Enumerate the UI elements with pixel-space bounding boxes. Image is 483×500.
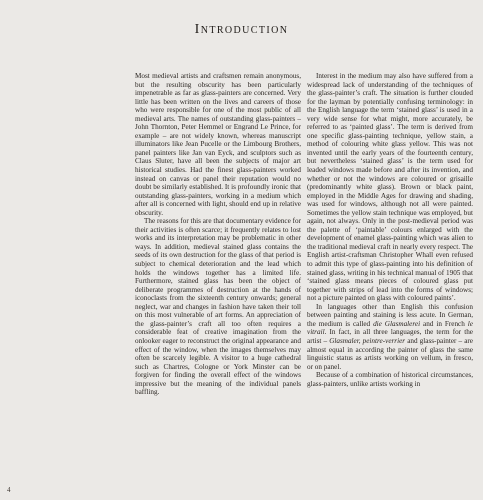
italic-term: die Glasmalerei [373,319,421,328]
page-title: Introduction [194,22,289,37]
page-number: 4 [7,486,11,494]
text-run: and in French [420,319,468,328]
text-run: In languages other than English this confusion between painting and staining is less acute. In German, the medium is called [307,302,473,328]
paragraph: The reasons for this are that documentary evidence for their activities is often scarce; it frequently relates to lost works and its interpretation may be problematic in other ways. In addition, medieval stained glass contains the seeds of its own destruction for the glass of that period is subject to chemical deterioration and the lead which holds the windows together has a limited life. Furthermore, stained glass has been the object of deliberate programmes of destruction at the hands of iconoclasts from the sixteenth century onwards; general neglect, war and changes in fashion have taken their toll on this most vulnerable of art forms. An appreciation of the glass-painter’s craft all too often requires a considerable feat of creative imagination from the onlooker eager to reconstruct the original appearance and effect of the window, when the images themselves may often be scarcely legible. A visitor to a huge cathedral such as Chartres, Cologne or York Minster can be forgiven for finding the overall effect of the windows impressive but the meaning of the individual panels baffling. [135,217,301,397]
text-run: and glass-painter – are almost equal in according the painter of glass the same linguistic status as artists working on vellum, in fresco, or on panel. [307,336,473,371]
left-column [135,72,301,397]
right-column [307,72,473,388]
paragraph: Most medieval artists and craftsmen remain anonymous, but the resulting obscurity has been particularly impenetrable as far as glass-painters are concerned. Very little has been written on the lives and careers of those who were responsible for one of the most public of all medieval arts. The names of outstanding glass-painters – John Thornton, Peter Hemmel or Engrand Le Prince, for example – are not widely known, whereas manuscript illuminators like Jean Pucelle or the Limbourg Brothers, panel painters like Jan van Eyck, and sculptors such as Claus Sluter, have all been the subjects of major art historical studies. Had the finest glass-painters worked instead on canvas or panel their reputation would no doubt be similarly established. It is profoundly ironic that outstanding glass-painters, working in a medium which after all is concerned with light, should end up in relative obscurity. [135,72,301,217]
text-run: . In fact, in all three languages, the term for the artist – [307,328,473,345]
italic-term: le vitrail [307,319,473,337]
paragraph: Because of a combination of historical circumstances, glass-painters, unlike artists working in [307,371,473,388]
italic-term: Glasmaler, peintre-verrier [329,336,406,345]
paragraph [307,303,473,371]
paragraph: Interest in the medium may also have suffered from a widespread lack of understanding of the techniques of the glass-painter’s craft. The situation is further clouded for the layman by potentially confusing terminology: in the English language the term ‘stained glass’ is used in a very wide sense for what might, more accurately, be referred to as ‘painted glass’. The term is derived from one specific glass-painting technique, yellow stain, a method of colouring white glass yellow. This was not invented until the early years of the fourteenth century, but nevertheless ‘stained glass’ is the term used for leaded windows made before and after its invention, and whether or not the windows are coloured or grisaille (predominantly white glass). Brown or black paint, employed in the Middle Ages for drawing and shading, was used for windows, although not all were painted. Sometimes the yellow stain technique was employed, but again, not always. Only in the post-medieval period was the palette of ‘paintable’ colours enlarged with the development of enamel glass-painting which was alien to the traditional medieval craft in nearly every respect. The English artist-craftsman Christopher Whall even refused to admit this type of glass-painting into his definition of stained glass, writing in his technical manual of 1905 that ‘stained glass means pieces of coloured glass put together with strips of lead into the forms of windows; not a picture painted on glass with coloured paints’. [307,72,473,303]
